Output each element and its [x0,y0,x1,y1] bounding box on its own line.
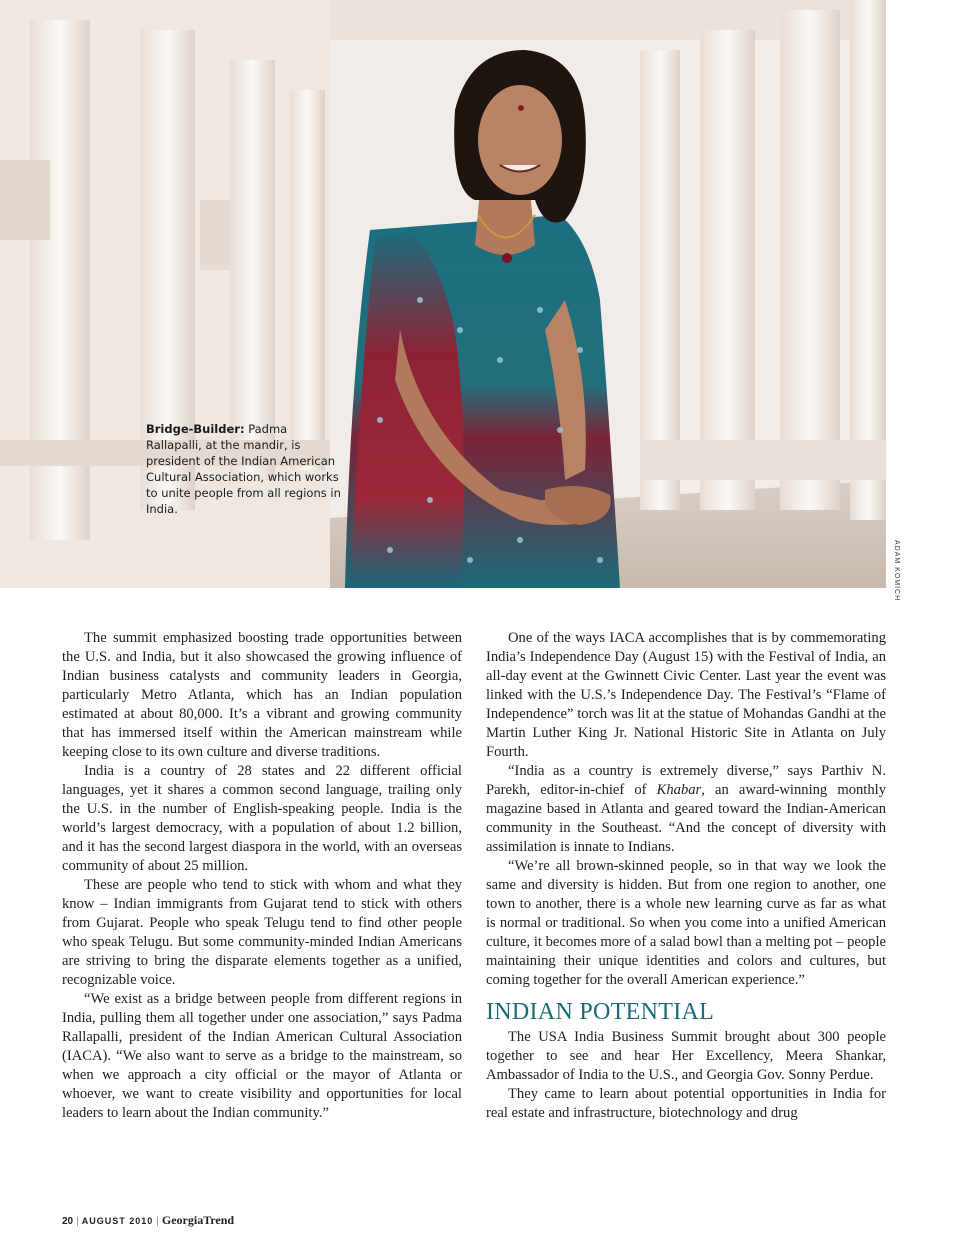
page-number: 20 [62,1216,74,1227]
section-heading: INDIAN POTENTIAL [486,999,715,1025]
paragraph-text: “India as a country is extremely diverse,” says Parthiv N. Parekh, editor-in-chief of [486,763,886,798]
paragraph: The USA India Business Summit brought about 300 people together to see and hear Her Excellency, Meera Shankar, Ambassador of India to the U.S., and Georgia Gov. Sonny Perdue. [486,1029,886,1083]
paragraph-text: , an award-winning monthly magazine based in Atlanta and geared toward the Indian-American community in the Southeast. “And the concept of diversity with assimilation is innate to Indians. [486,782,886,855]
paragraph: One of the ways IACA accomplishes that is by commemorating India’s Independence Day (August 15) with the Festival of India, an all-day event at the Gwinnett Civic Center. Last year the event was linked with the U.S.’s Independence Day. The Festival’s “Flame of Independence” torch was lit at the statue of Mohandas Gandhi at the Martin Luther King Jr. National Historic Site in Atlanta on July Fourth. [486,630,886,760]
paragraph: They came to learn about potential opportunities in India for real estate and infrastructure, biotechnology and drug [486,1086,886,1121]
magazine-name: GeorgiaTrend [161,1213,235,1227]
caption-title: Bridge-Builder: [146,422,245,436]
paragraph: “We exist as a bridge between people from different regions in India, pulling them all together under one association,” says Padma Rallapalli, president of the Indian American Cultural Association (IACA). “We also want to serve as a bridge to the mainstream, so when we approach a city official or the mayor of Atlanta or whoever, we want to create visibility and opportunities for local leaders to learn about the Indian community.” [62,991,462,1121]
photo-caption [146,421,342,517]
article-column-left [62,629,462,1123]
paragraph [486,762,886,857]
publication-name: Khabar [656,782,702,798]
caption-body: Padma Rallapalli, at the mandir, is president of the Indian American Cultural Association, which works to unite people from all regions in India. [146,422,341,516]
feature-photo [0,0,886,588]
footer-separator: | [156,1216,159,1227]
page-footer [62,1213,234,1228]
paragraph: The summit emphasized boosting trade opportunities between the U.S. and India, but it also showcased the growing influence of Indian business catalysts and community leaders in Georgia, particularly Metro Atlanta, which has an Indian population estimated at about 80,000. It’s a vibrant and growing community that has immersed itself within the American mainstream while keeping close to its own culture and diverse traditions. [62,630,462,760]
footer-separator: | [76,1216,79,1227]
article-column-right [486,629,886,1123]
paragraph: These are people who tend to stick with whom and what they know – Indian immigrants from Gujarat tend to stick with others from Gujarat. People who speak Telugu tend to find other people who speak Telugu. But some community-minded Indian Americans are striving to bring the disparate elements together as a unified, recognizable voice. [62,877,462,988]
photo-credit: ADAM KOMICH [893,540,900,602]
issue-date: AUGUST 2010 [81,1216,154,1226]
photo-illustration [0,0,886,588]
paragraph: India is a country of 28 states and 22 different official languages, yet it shares a common second language, trailing only the U.S. in the number of English-speaking people. India is the world’s largest democracy, with a population of about 1.2 billion, and it has the second largest diaspora in the world, with an overseas community of about 25 million. [62,763,462,874]
paragraph: “We’re all brown-skinned people, so in that way we look the same and diversity is hidden. But from one region to another, one town to another, there is a whole new learning curve as far as what is normal or traditional. So when you come into a unified American culture, it becomes more of a salad bowl than a melting pot – people maintaining their unique identities and colors and cultures, but coming together for the overall American experience.” [486,858,886,988]
